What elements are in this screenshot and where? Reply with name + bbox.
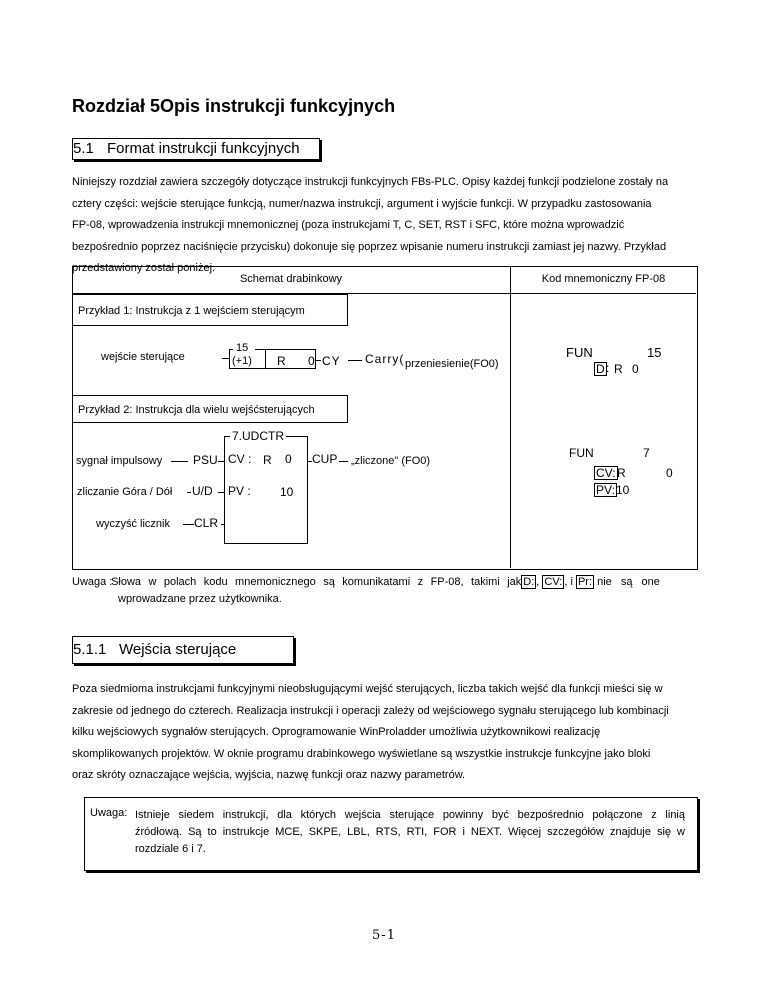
- note2-body: [135, 807, 685, 858]
- intro-line: przedstawiony został poniżej.: [72, 262, 216, 274]
- example1-box-top2: [255, 349, 315, 350]
- example1-mnemonic-colon: :: [606, 361, 610, 375]
- example1-mnemonic-fun: FUN: [566, 345, 593, 360]
- example1-mnemonic-d: D: [596, 362, 605, 376]
- example2-cv-value: 0: [285, 452, 292, 466]
- example2-input3-pin: CLR: [194, 516, 219, 530]
- note1-line1: [72, 572, 696, 592]
- example2-box-left: [224, 436, 225, 544]
- para2-line: skomplikowanych projektów. W oknie programu drabinkowego wyświetlane są wszystkie instrukcje funkcyjne jako bloki: [72, 747, 651, 760]
- column-header-mnemonic: Kod mnemoniczny FP-08: [541, 273, 666, 285]
- example1-out-line: [348, 360, 362, 361]
- example2-input3-tick: [221, 524, 224, 525]
- example1-box-right: [315, 349, 316, 368]
- example2-pv-value: 10: [280, 485, 294, 499]
- example1-mnemonic-value: 0: [632, 362, 639, 376]
- example2-mnemonic-pv: PV:: [596, 483, 615, 497]
- example2-mnemonic-fun: FUN: [569, 446, 594, 460]
- subsection-number: 5.1.1: [73, 641, 107, 658]
- example2-input3-label: wyczyść licznik: [96, 518, 170, 530]
- example1-mnemonic-number: 15: [647, 345, 662, 360]
- example2-input1-pin: PSU: [193, 453, 218, 467]
- example1-mnemonic-register: R: [614, 362, 623, 376]
- example1-box-top: [229, 349, 233, 350]
- para2-line: Poza siedmioma instrukcjami funkcyjnymi nieobsługującymi wejść sterujących, liczba takich wejść dla funkcji mieści się w: [72, 683, 663, 695]
- table-column-divider: [510, 266, 511, 568]
- note1-tag-cv: CV:: [544, 576, 563, 588]
- intro-line: FP-08, wprowadzenia instrukcji mnemonicznej (poza instrukcjami T, C, SET, RST i SFC, które można wprowadzić: [72, 219, 625, 231]
- example2-input2-tick-b: [218, 492, 224, 493]
- intro-paragraph: [72, 172, 696, 280]
- note2-line: źródłową. Są to instrukcje MCE, SKPE, LBL, RTS, RTI, FOR i NEXT. Więcej szczegółów znajduje się w: [135, 826, 685, 838]
- example1-out-tick: [316, 360, 321, 361]
- note2-line: rozdziale 6 i 7.: [135, 843, 206, 855]
- example1-out-desc-b: przeniesienie(FO0): [405, 358, 499, 370]
- example2-out-desc: „zliczone" (FO0): [351, 455, 431, 467]
- example2-pv-label: PV :: [228, 484, 251, 498]
- example1-out-desc-a: Carry(: [365, 352, 405, 366]
- page-number: 5-1: [372, 928, 396, 943]
- example2-title: Przykład 2: Instrukcja dla wielu wejśćsterujących: [72, 395, 348, 423]
- example2-mnemonic-cv-register: R: [617, 466, 626, 480]
- example2-box-right: [307, 436, 308, 544]
- note1-sep2: , i: [564, 576, 573, 588]
- example2-input1-label: sygnał impulsowy: [76, 455, 163, 467]
- note2-line: Istnieje siedem instrukcji, dla których wejścia sterujące powinny być bezpośrednio połączone z linią: [135, 809, 685, 821]
- example1-arg-register: R: [277, 354, 286, 368]
- example1-fn-number: 15: [236, 342, 249, 354]
- example1-box-left: [229, 349, 230, 368]
- example2-mnemonic-pv-value: 10: [616, 483, 630, 497]
- section-title: Format instrukcji funkcyjnych: [107, 140, 300, 157]
- example2-input2-pin: U/D: [192, 484, 213, 498]
- subsection-title: Wejścia sterujące: [119, 641, 237, 658]
- example1-input-label: wejście sterujące: [101, 351, 185, 363]
- note1-tag-d: D:: [523, 576, 535, 588]
- section-heading: [72, 138, 320, 160]
- para2-line: zakresie od jednego do czterech. Realizacja instrukcji i operacji zależy od wejściowego sygnału sterującego lub kombinacji: [72, 704, 669, 717]
- note1-text-b: nie są one: [597, 576, 660, 588]
- column-header-ladder: Schemat drabinkowy: [239, 273, 343, 285]
- example2-cv-label: CV :: [228, 452, 252, 466]
- example2-mnemonic-cv: CV:: [596, 466, 616, 480]
- note2-label: Uwaga:: [90, 807, 128, 819]
- intro-line: Niniejszy rozdział zawiera szczegóły dotyczące instrukcji funkcyjnych FBs-PLC. Opisy każdej funkcji podzielone zostały na: [72, 176, 669, 188]
- section-number: 5.1: [73, 140, 94, 157]
- example1-box-bottom: [229, 368, 316, 369]
- note1-tag-pr: Pr:: [577, 576, 593, 588]
- example2-out-pin: CUP: [312, 452, 338, 466]
- example2-input1-tick: [218, 461, 224, 462]
- para2-line: oraz skróty oznaczające wejścia, wyjścia, nazwę funkcji oraz nazwy parametrów.: [72, 769, 466, 781]
- example1-box-mid: [265, 349, 266, 368]
- note1-line2: wprowadzane przez użytkownika.: [118, 593, 282, 605]
- note2-box: [84, 797, 698, 871]
- example2-input1-line: [171, 461, 188, 462]
- example2-cv-register: R: [263, 453, 272, 467]
- example2-input3-line: [183, 524, 194, 525]
- example2-mnemonic-number: 7: [643, 446, 650, 460]
- intro-line: bezpośrednio poprzez naciśnięcie przycisku) dokonuje się poprzez wpisanie numeru instrukcji zamiast jej nazwy. Przykład: [72, 240, 667, 253]
- example2-input2-tick-a: [187, 492, 191, 493]
- example2-fn-name: 7.UDCTR: [232, 429, 285, 443]
- intro-line: cztery części: wejście sterujące funkcją, numer/nazwa instrukcji, argument i wyjście funkcji. W przypadku zastosowania: [72, 197, 652, 210]
- example2-out-line: [339, 461, 348, 462]
- example2-input2-label: zliczanie Góra / Dół: [77, 486, 173, 498]
- chapter-title: Rozdział 5Opis instrukcji funkcyjnych: [72, 96, 396, 116]
- note1-sep1: ,: [536, 576, 540, 588]
- example1-out-pin: CY: [322, 354, 341, 368]
- example1-arg-value: 0: [308, 354, 315, 368]
- para2-line: kilku wejściowych sygnałów sterujących. Oprogramowanie WinProladder umożliwia użytkownikowi realizację: [72, 726, 601, 738]
- note1-text-a: Słowa w polach kodu mnemonicznego są komunikatami z FP-08, takimi jak: [111, 576, 522, 588]
- example2-box-bottom: [224, 543, 308, 544]
- example1-title: Przykład 1: Instrukcja z 1 wejściem sterującym: [72, 294, 348, 326]
- subsection-heading: [72, 636, 294, 664]
- example2-mnemonic-cv-value: 0: [666, 466, 673, 480]
- example1-fn-name: (+1): [232, 355, 252, 367]
- control-inputs-paragraph: [72, 679, 696, 787]
- note1-label: Uwaga :: [72, 576, 113, 588]
